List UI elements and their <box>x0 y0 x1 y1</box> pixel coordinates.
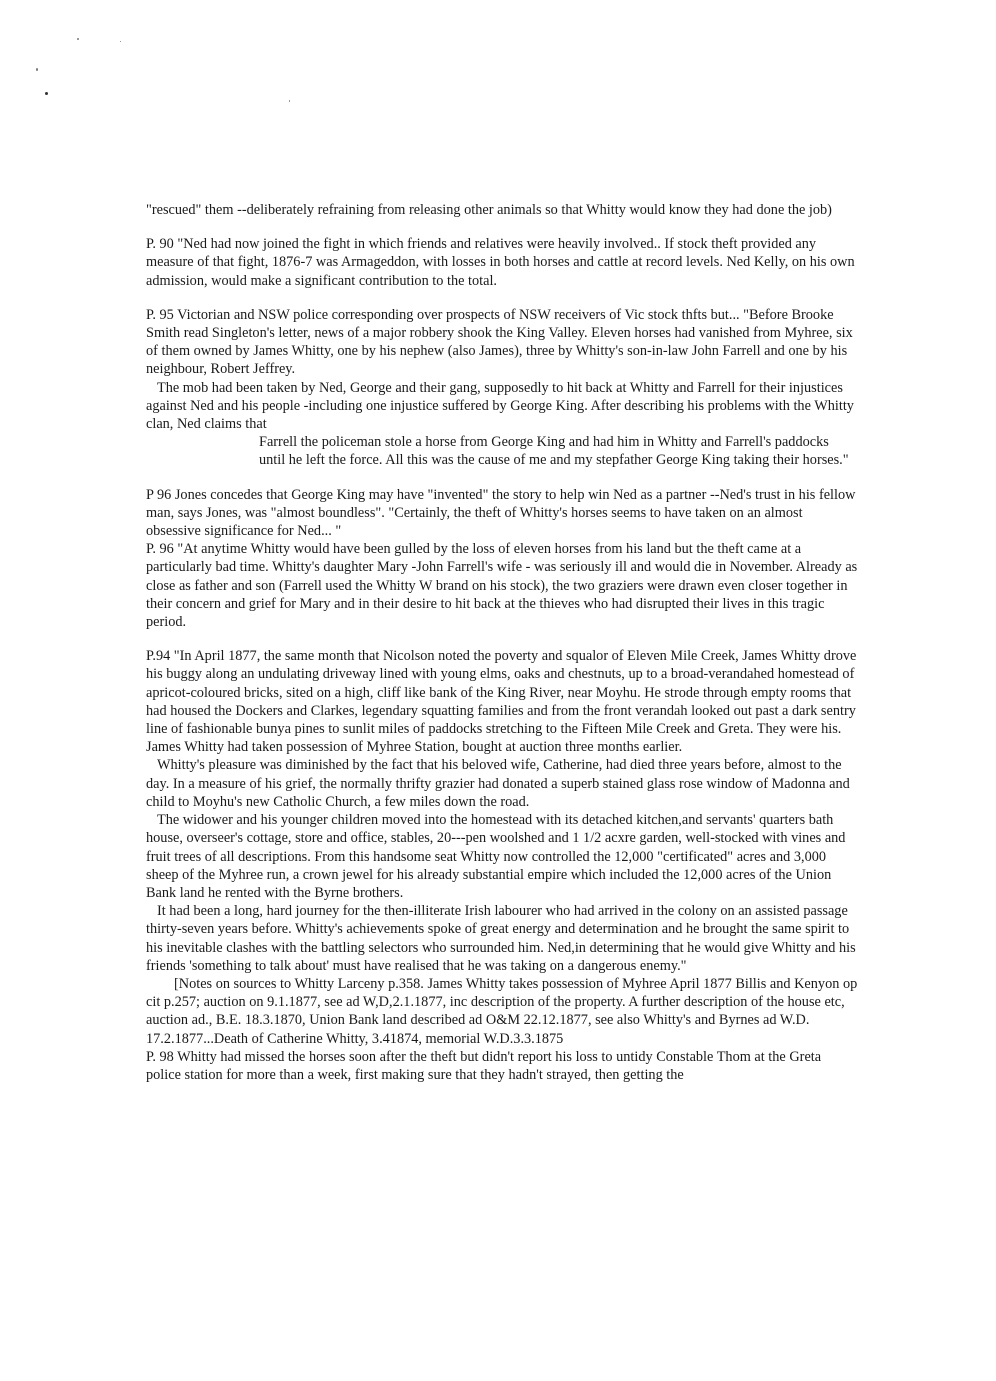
scan-speck <box>36 68 38 71</box>
paragraph-long-journey: It had been a long, hard journey for the then-illiterate Irish labourer who had arrived in the colony on an assisted passage thirty-seven years before. Whitty's achievements spoke of great energy and determination and he brought the same spirit to his inevitable clashes with the battling selectors who surrounded him. Ned,in determining that he would give Whitty and his friends 'something to talk about' must have realised that he was taking on a dangerous enemy." <box>146 903 856 974</box>
paragraph-p95: P. 95 Victorian and NSW police corresponding over prospects of NSW receivers of Vic stock thfts but... "Before Brooke Smith read Singleton's letter, news of a major robbery shook the King Valley. Eleven horses had vanished from Myhree, six of them owned by James Whitty, one by his nephew (also James), three by Whitty's son-in-law John Farrell and one by his neighbour, Robert Jeffrey. <box>146 306 853 378</box>
paragraph-rescued: "rescued" them --deliberately refraining from releasing other animals so that Whitty would know they had done the job) <box>146 202 832 218</box>
scan-speck <box>289 100 290 102</box>
scan-speck <box>45 92 48 95</box>
paragraph-p96-whitty: P. 96 "At anytime Whitty would have been gulled by the loss of eleven horses from his land but the theft came at a particularly bad time. Whitty's daughter Mary -John Farrell's wife - was seriously ill and would die in November. Already as close as father and son (Farrell used the Whitty W brand on his stock), the two graziers were drawn even closer together in their concern and grief for Mary and in their desire to hit back at the thieves who had disrupted their lives in this tragic period. <box>146 541 858 631</box>
paragraph-notes-on-sources: [Notes on sources to Whitty Larceny p.358. James Whitty takes possession of Myhree April 1877 Billis and Kenyon op cit p.257; auction on 9.1.1877, see ad W,D,2.1.1877, inc description of the property. A further description of the house etc, auction ad., B.E. 18.3.1870, Union Bank land described ad O&M 22.12.1877, see also Whitty's and Byrnes ad W.D. 17.2.1877...Death of Catherine Whitty, 3.41874, memorial W.D.3.3.1875 <box>146 975 858 1047</box>
paragraph-p96-jones: P 96 Jones concedes that George King may have "invented" the story to help win Ned as a partner --Ned's trust in his fellow man, says Jones, was "almost boundless". "Certainly, the theft of Whitty's horses seems to have taken on an almost obsessive significance for Ned... " <box>146 486 856 540</box>
paragraph-p90: P. 90 "Ned had now joined the fight in which friends and relatives were heavily involved.. If stock theft provided any measure of that fight, 1876-7 was Armageddon, with losses in both horses and cattle at record levels. Ned Kelly, on his own admission, would make a significant contribution to the total. <box>146 236 855 289</box>
scan-speck <box>77 38 79 40</box>
paragraph-p98: P. 98 Whitty had missed the horses soon after the theft but didn't report his loss to untidy Constable Thom at the Greta police station for more than a week, first making sure that they hadn't strayed, then getting the <box>146 1048 822 1083</box>
block-quote-farrell: Farrell the policeman stole a horse from George King and had him in Whitty and Farrell's paddocks until he left the force. All this was the cause of me and my stepfather George King taking their horses." <box>259 434 849 469</box>
scan-speck <box>120 41 121 42</box>
paragraph-whitty-pleasure: Whitty's pleasure was diminished by the fact that his beloved wife, Catherine, had died three years before, almost to the day. In a measure of his grief, the normally thrifty grazier had donated a superb stained glass rose window of Madonna and child to Moyhu's new Catholic Church, a few miles down the road. <box>146 757 850 810</box>
paragraph-mob-taken: The mob had been taken by Ned, George and their gang, supposedly to hit back at Whitty and Farrell for their injustices against Ned and his people -including one injustice suffered by George King. After describing his problems with the Whitty clan, Ned claims that <box>146 379 854 433</box>
document-body <box>146 201 858 1084</box>
paragraph-widower: The widower and his younger children moved into the homestead with its detached kitchen,and servants' quarters bath house, overseer's cottage, store and office, stables, 20---pen woolshed and 1 1/2 acxre garden, well-stocked with vines and fruit trees of all descriptions. From this handsome seat Whitty now controlled the 12,000 "certificated" acres and 3,000 sheep of the Myhree run, a crown jewel for his already substantial empire which included the 12,000 acres of the Union Bank land he rented with the Byrne brothers. <box>146 812 846 901</box>
paragraph-p94: P.94 "In April 1877, the same month that Nicolson noted the poverty and squalor of Eleven Mile Creek, James Whitty drove his buggy along an undulating driveway lined with young elms, oaks and chestnuts, up to a broad-verandahed homestead of apricot-coloured bricks, sited on a high, cliff like bank of the King River, near Moyhu. He strode through empty rooms that had housed the Dockers and Clarkes, legendary squatting families and from the front verandah looked out past a dark sentry line of fashionable bunya pines to sunlit miles of paddocks stretching to the Fifteen Mile Creek and Greta. They were his. James Whitty had taken possession of Myhree Station, bought at auction three months earlier. <box>146 648 857 756</box>
